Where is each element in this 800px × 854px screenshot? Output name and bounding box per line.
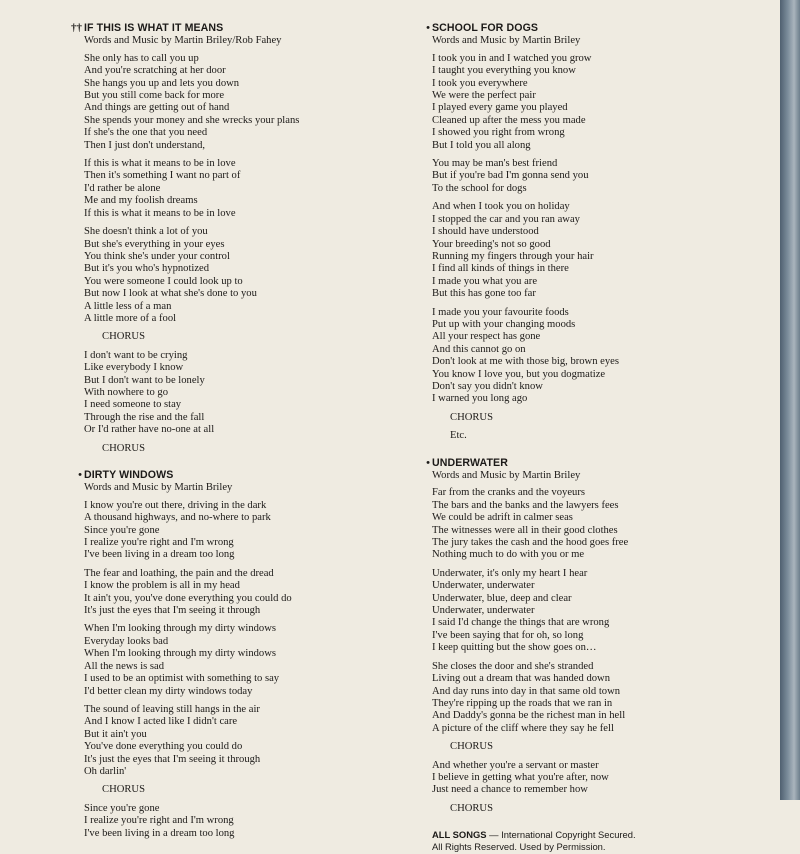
lyric-line: The sound of leaving still hangs in the air xyxy=(84,703,260,715)
lyric-line: Like everybody I know xyxy=(84,362,184,374)
stanza xyxy=(432,53,762,152)
song-title: IF THIS IS WHAT IT MEANS xyxy=(84,22,224,34)
bullet-marker: • xyxy=(426,456,430,469)
stanza xyxy=(432,760,762,797)
lyric-line: A little less of a man xyxy=(84,300,172,312)
song-credit: Words and Music by Martin Briley xyxy=(432,35,581,47)
lyric-line: I'd better clean my dirty windows today xyxy=(84,685,253,697)
lyric-line: I made you what you are xyxy=(432,275,538,287)
lyric-line: Underwater, underwater xyxy=(432,580,535,592)
lyric-line: It's just the eyes that I'm seeing it through xyxy=(84,605,261,617)
lyric-line: I showed you right from wrong xyxy=(432,127,565,139)
song-header xyxy=(426,22,762,35)
stanza xyxy=(84,158,404,220)
lyric-line: Don't look at me with those big, brown eyes xyxy=(432,356,619,368)
stanza xyxy=(432,487,762,561)
copyright-line xyxy=(432,829,636,840)
lyric-line: The jury takes the cash and the hood goes free xyxy=(432,537,629,549)
lyric-line: But this has gone too far xyxy=(432,288,536,300)
etc-label: Etc. xyxy=(450,430,467,442)
lyric-line: They're ripping up the roads that we ran in xyxy=(432,697,613,709)
lyric-line: I should have understood xyxy=(432,226,539,238)
lyric-line: Running my fingers through your hair xyxy=(432,250,594,262)
stanza xyxy=(84,500,404,562)
lyric-line: Then it's something I want no part of xyxy=(84,170,241,182)
bullet-marker: • xyxy=(78,469,82,481)
lyric-line: A little more of a fool xyxy=(84,312,177,324)
lyric-line: And whether you're a servant or master xyxy=(432,759,599,771)
lyric-line: And you're scratching at her door xyxy=(84,65,226,77)
lyric-line: You may be man's best friend xyxy=(432,158,558,170)
double-dagger-marker: †† xyxy=(71,22,82,34)
chorus-label: CHORUS xyxy=(102,331,145,343)
lyric-line: I said I'd change the things that are wrong xyxy=(432,617,610,629)
lyric-line: With nowhere to go xyxy=(84,386,169,398)
lyric-line: We could be adrift in calmer seas xyxy=(432,512,573,524)
stanza xyxy=(84,623,404,697)
lyric-line: And I know I acted like I didn't care xyxy=(84,716,238,728)
lyric-line: We were the perfect pair xyxy=(432,90,536,102)
lyric-line: I find all kinds of things in there xyxy=(432,263,569,275)
stanza xyxy=(84,803,404,840)
lyric-line: I taught you everything you know xyxy=(432,65,576,77)
stanza xyxy=(432,158,762,195)
stanza xyxy=(84,350,404,437)
lyric-line: Since you're gone xyxy=(84,802,160,814)
song-underwater xyxy=(426,456,762,816)
lyric-line: Underwater, blue, deep and clear xyxy=(432,592,572,604)
song-header xyxy=(78,469,404,482)
lyric-line: But she's everything in your eyes xyxy=(84,238,225,250)
cover-edge xyxy=(780,0,800,800)
lyric-line: I used to be an optimist with something to say xyxy=(84,673,280,685)
stanza xyxy=(432,568,762,655)
song-credit: Words and Music by Martin Briley xyxy=(432,470,581,481)
lyric-line: It's just the eyes that I'm seeing it through xyxy=(84,753,261,765)
lyric-line: But if you're bad I'm gonna send you xyxy=(432,170,589,182)
rights-text: All Rights Reserved. Used by Permission. xyxy=(432,841,606,853)
lyric-line: Put up with your changing moods xyxy=(432,318,576,330)
stanza xyxy=(432,201,762,300)
lyric-line: The bars and the banks and the lawyers fees xyxy=(432,499,619,511)
lyric-line: And this cannot go on xyxy=(432,343,526,355)
lyric-line: But it ain't you xyxy=(84,728,147,740)
lyric-line: If this is what it means to be in love xyxy=(84,207,236,219)
lyric-line: Everyday looks bad xyxy=(84,635,169,647)
lyric-line: A thousand highways, and no-where to park xyxy=(84,512,271,524)
lyric-line: She doesn't think a lot of you xyxy=(84,226,208,238)
lyric-line: Since you're gone xyxy=(84,524,160,536)
lyric-line: But it's you who's hypnotized xyxy=(84,263,210,275)
song-if-this-is-what-it-means xyxy=(71,22,404,455)
lyric-line: I realize you're right and I'm wrong xyxy=(84,815,234,827)
lyric-line: It ain't you, you've done everything you could do xyxy=(84,592,292,604)
lyric-line: Far from the cranks and the voyeurs xyxy=(432,487,585,499)
lyric-line: But I don't want to be lonely xyxy=(84,374,205,386)
lyric-line: She spends your money and she wrecks your plans xyxy=(84,114,300,126)
song-title: UNDERWATER xyxy=(432,456,508,469)
lyric-line: All your respect has gone xyxy=(432,331,541,343)
lyric-line: Or I'd rather have no-one at all xyxy=(84,424,215,436)
lyric-line: The witnesses were all in their good clothes xyxy=(432,524,618,536)
lyric-line: I've been saying that for oh, so long xyxy=(432,629,584,641)
lyric-line: I know the problem is all in my head xyxy=(84,580,240,592)
lyric-line: Don't say you didn't know xyxy=(432,380,543,392)
lyric-line: Oh darlin' xyxy=(84,765,127,777)
lyric-line: I don't want to be crying xyxy=(84,349,188,361)
stanza xyxy=(84,226,404,325)
lyric-line: When I'm looking through my dirty windows xyxy=(84,648,276,660)
lyric-line: And things are getting out of hand xyxy=(84,102,230,114)
chorus-label: CHORUS xyxy=(450,411,493,423)
lyric-line: I realize you're right and I'm wrong xyxy=(84,537,234,549)
lyric-line: I'd rather be alone xyxy=(84,182,161,194)
lyric-line: I know you're out there, driving in the dark xyxy=(84,499,267,511)
left-column xyxy=(71,22,404,854)
lyric-line: You think she's under your control xyxy=(84,250,230,262)
song-header xyxy=(426,456,762,470)
lyric-line: Nothing much to do with you or me xyxy=(432,549,585,561)
lyric-line: To the school for dogs xyxy=(432,182,527,194)
lyric-line: I took you everywhere xyxy=(432,77,528,89)
lyric-line: I took you in and I watched you grow xyxy=(432,52,592,64)
lyric-line: You've done everything you could do xyxy=(84,741,243,753)
right-column xyxy=(426,22,762,853)
stanza xyxy=(84,53,404,152)
song-school-for-dogs xyxy=(426,22,762,443)
lyric-line: If this is what it means to be in love xyxy=(84,158,236,170)
stanza xyxy=(84,704,404,778)
copyright-text: — International Copyright Secured. xyxy=(486,829,636,841)
lyric-line: I've been living in a dream too long xyxy=(84,827,235,839)
lyric-line: Underwater, it's only my heart I hear xyxy=(432,567,588,579)
stanza xyxy=(84,568,404,618)
lyric-line: I need someone to stay xyxy=(84,399,182,411)
lyric-line: Then I just don't understand, xyxy=(84,139,206,151)
lyric-line: I keep quitting but the show goes on… xyxy=(432,642,597,654)
lyric-line: Cleaned up after the mess you made xyxy=(432,114,586,126)
lyric-line: But I told you all along xyxy=(432,139,531,151)
stanza xyxy=(432,307,762,406)
lyric-line: Just need a chance to remember how xyxy=(432,784,588,796)
lyric-line: Underwater, underwater xyxy=(432,605,535,617)
song-title: SCHOOL FOR DOGS xyxy=(432,22,539,34)
lyric-line: I've been living in a dream too long xyxy=(84,549,235,561)
song-credit: Words and Music by Martin Briley/Rob Fahey xyxy=(84,35,282,47)
lyric-line: I stopped the car and you ran away xyxy=(432,213,580,225)
chorus-label: CHORUS xyxy=(450,802,493,814)
lyric-line: And when I took you on holiday xyxy=(432,201,570,213)
lyric-line: Your breeding's not so good xyxy=(432,238,551,250)
all-songs-label: ALL SONGS xyxy=(432,829,487,841)
lyric-line: You know I love you, but you dogmatize xyxy=(432,368,606,380)
lyric-line: Living out a dream that was handed down xyxy=(432,673,610,685)
lyric-line: Me and my foolish dreams xyxy=(84,195,198,207)
lyric-line: She only has to call you up xyxy=(84,52,199,64)
lyric-line: I believe in getting what you're after, now xyxy=(432,771,609,783)
lyric-line: A picture of the cliff where they say he fell xyxy=(432,722,614,734)
chorus-label: CHORUS xyxy=(102,784,145,796)
lyric-line: She closes the door and she's stranded xyxy=(432,660,594,672)
lyric-line: But you still come back for more xyxy=(84,90,225,102)
lyric-line: She hangs you up and lets you down xyxy=(84,77,240,89)
song-credit: Words and Music by Martin Briley xyxy=(84,482,233,494)
song-title: DIRTY WINDOWS xyxy=(84,469,174,481)
song-header xyxy=(71,22,404,35)
song-dirty-windows xyxy=(78,469,404,840)
lyric-line: When I'm looking through my dirty windows xyxy=(84,623,276,635)
lyric-line: But now I look at what she's done to you xyxy=(84,288,257,300)
lyric-line: All the news is sad xyxy=(84,660,165,672)
lyric-line: And Daddy's gonna be the richest man in hell xyxy=(432,710,626,722)
lyric-line: Through the rise and the fall xyxy=(84,411,205,423)
lyric-line: I warned you long ago xyxy=(432,393,528,405)
copyright-notice xyxy=(432,829,762,853)
chorus-label: CHORUS xyxy=(450,741,493,753)
bullet-marker: • xyxy=(426,22,430,34)
lyric-line: If she's the one that you need xyxy=(84,127,208,139)
lyric-line: I played every game you played xyxy=(432,102,568,114)
stanza xyxy=(432,661,762,735)
lyric-line: And day runs into day in that same old town xyxy=(432,685,621,697)
lyric-line: You were someone I could look up to xyxy=(84,275,243,287)
lyric-line: The fear and loathing, the pain and the dread xyxy=(84,567,274,579)
lyric-line: I made you your favourite foods xyxy=(432,306,569,318)
chorus-label: CHORUS xyxy=(102,442,145,454)
